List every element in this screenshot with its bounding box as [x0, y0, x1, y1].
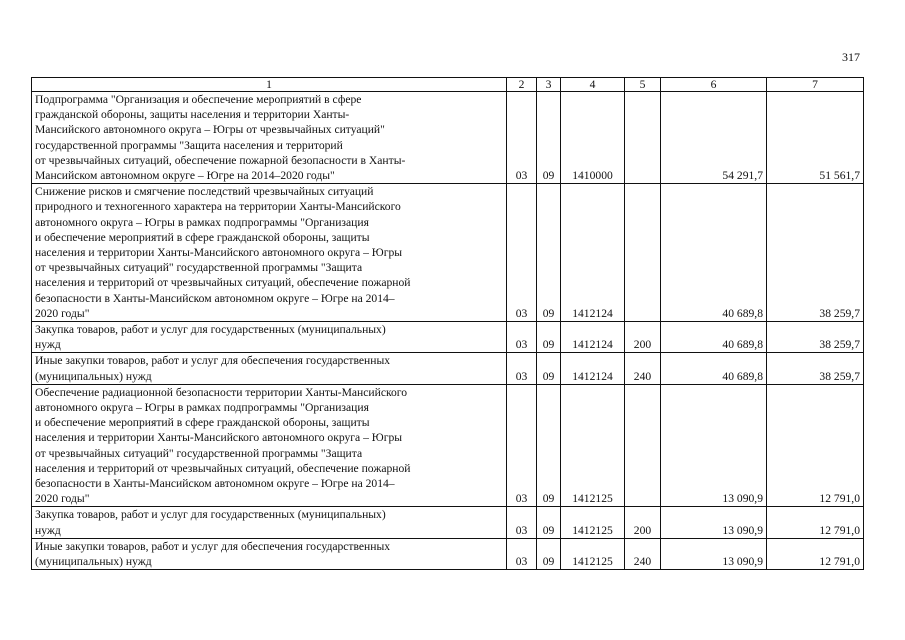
- row-description: Закупка товаров, работ и услуг для государственных (муниципальных) нужд: [32, 507, 507, 538]
- column-header-4: 4: [561, 78, 625, 92]
- amount-col-6: 54 291,7: [661, 92, 767, 184]
- column-header-3: 3: [537, 78, 561, 92]
- expense-type-code: [625, 384, 661, 507]
- column-header-6: 6: [661, 78, 767, 92]
- row-description: Снижение рисков и смягчение последствий чрезвычайных ситуаций природного и техногенного характера на территории Ханты-Мансийского автономного округа – Югры в рамках подпрограммы "Организация и обеспечение мероприятий в сфере гражданской обороны, защиты населения и территории Ханты-Мансийского автономного округа – Югры от чрезвычайных ситуаций" государственной программы "Защита населения и территорий от чрезвычайных ситуаций, обеспечение пожарной безопасности в Ханты-Мансийском автономном округе – Югре на 2014– 2020 годы": [32, 184, 507, 322]
- expense-type-code: [625, 184, 661, 322]
- subsection-code: 09: [537, 353, 561, 384]
- table-row: [32, 507, 864, 538]
- subsection-code: 09: [537, 538, 561, 569]
- table-row: [32, 92, 864, 184]
- subsection-code: 09: [537, 92, 561, 184]
- target-article-code: 1412125: [561, 507, 625, 538]
- table-row: [32, 322, 864, 353]
- amount-col-7: 38 259,7: [767, 353, 864, 384]
- amount-col-6: 40 689,8: [661, 184, 767, 322]
- subsection-code: 09: [537, 507, 561, 538]
- header-row: [32, 78, 864, 92]
- expense-type-code: 200: [625, 507, 661, 538]
- section-code: 03: [507, 184, 537, 322]
- target-article-code: 1412125: [561, 538, 625, 569]
- amount-col-7: 12 791,0: [767, 384, 864, 507]
- amount-col-7: 12 791,0: [767, 507, 864, 538]
- section-code: 03: [507, 538, 537, 569]
- target-article-code: 1412124: [561, 184, 625, 322]
- expense-type-code: 240: [625, 353, 661, 384]
- table-row: [32, 184, 864, 322]
- expense-type-code: 200: [625, 322, 661, 353]
- amount-col-7: 51 561,7: [767, 92, 864, 184]
- subsection-code: 09: [537, 384, 561, 507]
- row-description: Иные закупки товаров, работ и услуг для обеспечения государственных (муниципальных) нужд: [32, 538, 507, 569]
- amount-col-6: 40 689,8: [661, 322, 767, 353]
- table-row: [32, 384, 864, 507]
- column-header-1: 1: [32, 78, 507, 92]
- expense-type-code: 240: [625, 538, 661, 569]
- target-article-code: 1410000: [561, 92, 625, 184]
- expense-type-code: [625, 92, 661, 184]
- target-article-code: 1412124: [561, 353, 625, 384]
- subsection-code: 09: [537, 322, 561, 353]
- row-description: Закупка товаров, работ и услуг для государственных (муниципальных) нужд: [32, 322, 507, 353]
- column-header-7: 7: [767, 78, 864, 92]
- section-code: 03: [507, 384, 537, 507]
- section-code: 03: [507, 92, 537, 184]
- amount-col-7: 38 259,7: [767, 322, 864, 353]
- section-code: 03: [507, 322, 537, 353]
- amount-col-6: 13 090,9: [661, 538, 767, 569]
- budget-table: [31, 77, 864, 570]
- section-code: 03: [507, 507, 537, 538]
- table-row: [32, 538, 864, 569]
- amount-col-7: 12 791,0: [767, 538, 864, 569]
- amount-col-7: 38 259,7: [767, 184, 864, 322]
- amount-col-6: 40 689,8: [661, 353, 767, 384]
- target-article-code: 1412125: [561, 384, 625, 507]
- table-row: [32, 353, 864, 384]
- amount-col-6: 13 090,9: [661, 507, 767, 538]
- subsection-code: 09: [537, 184, 561, 322]
- row-description: Обеспечение радиационной безопасности территории Ханты-Мансийского автономного округа – Югры в рамках подпрограммы "Организация и обеспечение мероприятий в сфере гражданской обороны, защиты населения и территории Ханты-Мансийского автономного округа – Югры от чрезвычайных ситуаций" государственной программы "Защита населения и территорий от чрезвычайных ситуаций, обеспечение пожарной безопасности в Ханты-Мансийском автономном округе – Югре на 2014– 2020 годы": [32, 384, 507, 507]
- row-description: Иные закупки товаров, работ и услуг для обеспечения государственных (муниципальных) нужд: [32, 353, 507, 384]
- target-article-code: 1412124: [561, 322, 625, 353]
- column-header-5: 5: [625, 78, 661, 92]
- page-number: 317: [842, 50, 860, 64]
- column-header-2: 2: [507, 78, 537, 92]
- row-description: Подпрограмма "Организация и обеспечение мероприятий в сфере гражданской обороны, защиты населения и территории Ханты- Мансийского автономного округа – Югры от чрезвычайных ситуаций" государственной программы "Защита населения и территорий от чрезвычайных ситуаций, обеспечение пожарной безопасности в Ханты- Мансийском автономном округе – Югре на 2014–2020 годы": [32, 92, 507, 184]
- amount-col-6: 13 090,9: [661, 384, 767, 507]
- section-code: 03: [507, 353, 537, 384]
